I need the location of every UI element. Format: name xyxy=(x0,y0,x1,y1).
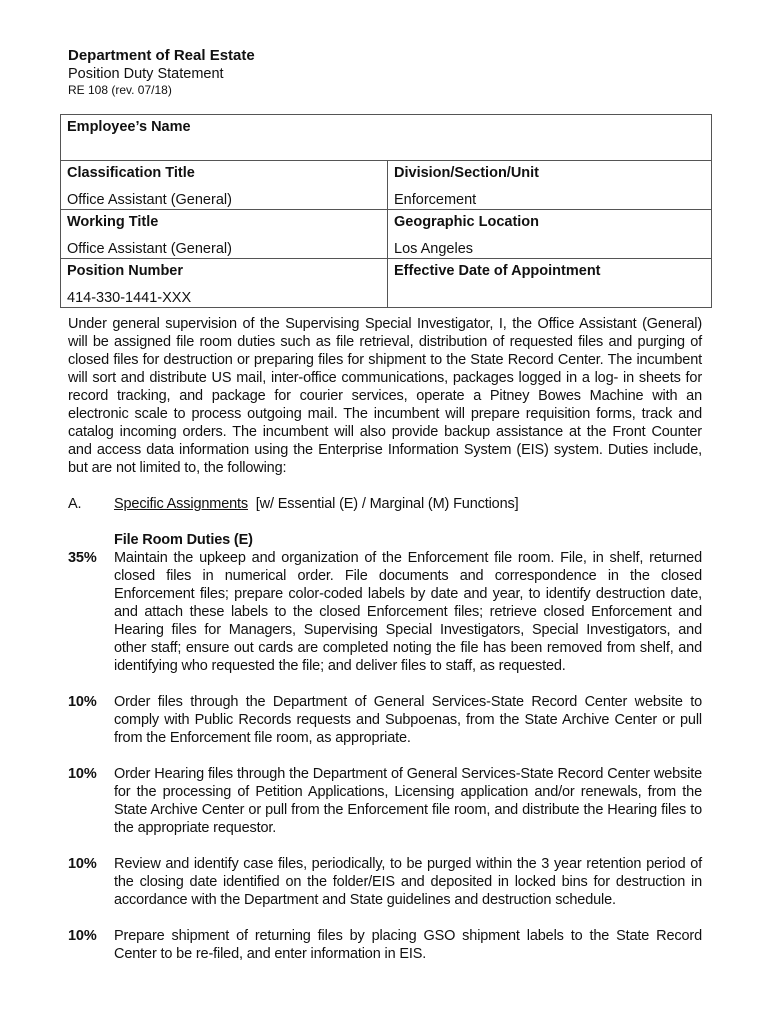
duty-item xyxy=(68,549,702,675)
duty-item xyxy=(68,765,702,837)
division-label: Division/Section/Unit xyxy=(394,165,540,181)
effective-date-label: Effective Date of Appointment xyxy=(394,263,601,279)
position-number-value: 414-330-1441-XXX xyxy=(67,290,192,306)
effective-date-cell xyxy=(388,259,712,308)
form-number: RE 108 (rev. 07/18) xyxy=(68,83,172,97)
classification-value: Office Assistant (General) xyxy=(67,192,232,208)
section-a-heading xyxy=(68,495,702,513)
working-title-label: Working Title xyxy=(67,214,159,230)
duty-description: Maintain the upkeep and organization of the Enforcement file room. File, in shelf, returned closed files in numerical order. File documents and correspondence in the closed Enforcement files; prepare color-coded labels by date and year, to identify destruction date, and attach these labels to the closed Enforcement files; retrieve closed Enforcement and Hearing files for Managers, Supervising Special Investigators, Special Investigators, and other staff; ensure out cards are completed noting the file has been removed from shelf, and identifying who requested the file; and deliver files to staff, as requested. xyxy=(114,550,702,674)
duty-item xyxy=(68,693,702,747)
group-title: File Room Duties (E) xyxy=(114,532,253,548)
duty-percentage: 10% xyxy=(68,694,97,710)
location-label: Geographic Location xyxy=(394,214,540,230)
division-cell xyxy=(388,161,712,210)
section-title: Specific Assignments xyxy=(114,496,249,512)
duty-statement-body xyxy=(68,315,702,981)
section-letter: A. xyxy=(68,496,82,512)
duty-percentage: 10% xyxy=(68,856,97,872)
department-name: Department of Real Estate xyxy=(68,47,255,64)
duty-list xyxy=(68,549,702,963)
intro-paragraph: Under general supervision of the Supervising Special Investigator, I, the Office Assistant (General) will be assigned file room duties such as file retrieval, distribution of requested files and purging of closed files for destruction or preparing files for shipment to the State Record Center. The incumbent will sort and distribute US mail, inter-office communications, packages logged in a log- in sheets for record tracking, and package for courier services, operate a Pitney Bowes Machine with an electronic scale to process outgoing mail. The incumbent will prepare requisition forms, track and catalog incoming orders. The incumbent will also provide backup assistance at the Front Counter and access data information using the Enterprise Information System (EIS) system. Duties include, but are not limited to, the following: xyxy=(68,316,702,476)
duty-description: Prepare shipment of returning files by placing GSO shipment labels to the State Record Center to be re-filed, and enter information in EIS. xyxy=(114,928,702,962)
duty-description: Order files through the Department of General Services-State Record Center website to comply with Public Records requests and Subpoenas, from the State Archive Center or pull from the Enforcement file room, as appropriate. xyxy=(114,694,702,746)
duty-percentage: 10% xyxy=(68,766,97,782)
duty-item xyxy=(68,927,702,963)
duty-description: Review and identify case files, periodically, to be purged within the 3 year retention period of the closing date identified on the folder/EIS and deposited in locked bins for destruction in accordance with the Department and State guidelines and destruction schedule. xyxy=(114,856,702,908)
division-value: Enforcement xyxy=(394,192,477,208)
document-header xyxy=(68,47,255,98)
form-title: Position Duty Statement xyxy=(68,66,224,82)
position-info-table xyxy=(60,114,712,308)
working-title-cell xyxy=(61,210,388,259)
duty-item xyxy=(68,855,702,909)
employee-name-cell xyxy=(61,115,712,161)
section-subtitle: [w/ Essential (E) / Marginal (M) Functions] xyxy=(255,496,519,512)
classification-cell xyxy=(61,161,388,210)
position-number-label: Position Number xyxy=(67,263,184,279)
duty-description: Order Hearing files through the Department of General Services-State Record Center website for the processing of Petition Applications, Licensing application and/or renewals, from the State Archive Center or pull from the Enforcement file room, and distribute the Hearing files to the appropriate requestor. xyxy=(114,766,702,836)
employee-name-label: Employee’s Name xyxy=(67,119,191,135)
duty-percentage: 10% xyxy=(68,928,97,944)
location-cell xyxy=(388,210,712,259)
classification-label: Classification Title xyxy=(67,165,195,181)
duty-percentage: 35% xyxy=(68,550,97,566)
location-value: Los Angeles xyxy=(394,241,474,257)
working-title-value: Office Assistant (General) xyxy=(67,241,232,257)
position-number-cell xyxy=(61,259,388,308)
